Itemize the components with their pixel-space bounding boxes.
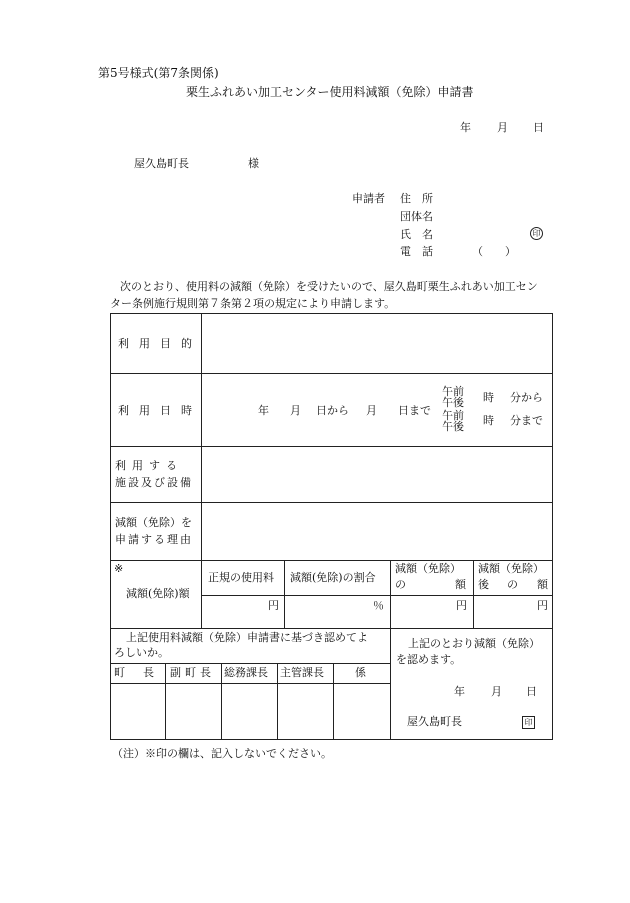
datetime-field[interactable] — [202, 374, 552, 446]
application-table — [110, 313, 553, 740]
official-use-mark: ※ — [114, 562, 124, 575]
role-department-chief: 主管課長 — [280, 666, 324, 679]
dt-ampm1: 午前 — [442, 385, 464, 398]
role-deputy-mayor: 副町長 — [170, 666, 215, 679]
facility-label-1: 利用する — [115, 459, 183, 472]
decision-signer: 屋久島町長 — [407, 715, 462, 728]
facility-label-2: 施設及び設備 — [115, 476, 193, 489]
dt-month2: 月 — [366, 404, 377, 417]
reason-label-2: 申請する理由 — [115, 533, 193, 546]
date-month: 月 — [497, 121, 508, 134]
col-after-2c: 額 — [537, 578, 548, 591]
col-after-2b: の — [507, 578, 518, 591]
dt-month: 月 — [290, 404, 301, 417]
role-general-affairs-chief: 総務課長 — [224, 666, 268, 679]
decision-line-2: を認めます。 — [396, 653, 462, 666]
dt-ampm2: 午後 — [442, 396, 464, 409]
purpose-label: 利用目的 — [118, 337, 202, 350]
decision-line-1: 上記のとおり減額（免除） — [408, 637, 540, 650]
decision-seal-mark: 印 — [522, 716, 535, 729]
after-unit: 円 — [537, 599, 548, 612]
purpose-field[interactable] — [202, 314, 552, 373]
applicant-organization-label: 団体名 — [400, 210, 433, 223]
col-after-1: 減額（免除） — [478, 562, 544, 575]
footnote: （注）※印の欄は、記入しないでください。 — [112, 747, 332, 760]
col-amount-1: 減額（免除） — [395, 562, 461, 575]
applicant-name-label: 氏 名 — [400, 228, 433, 241]
decision-day: 日 — [526, 685, 537, 698]
col-regular-fee: 正規の使用料 — [208, 571, 274, 584]
dt-hour2: 時 — [483, 414, 494, 427]
applicant-label: 申請者 — [352, 192, 385, 205]
role-staff: 係 — [355, 666, 366, 679]
page-title: 栗生ふれあい加工センター使用料減額（免除）申請書 — [186, 85, 474, 99]
approval-question-2: ろしいか。 — [114, 646, 169, 659]
facility-field[interactable] — [202, 447, 552, 502]
applicant-phone-label: 電 話 — [400, 245, 433, 258]
regular-fee-unit: 円 — [268, 599, 279, 612]
dt-ampm3: 午前 — [442, 409, 464, 422]
addressee-honorific: 様 — [248, 157, 259, 170]
applicant-seal-mark: 印 — [530, 227, 543, 240]
decision-year: 年 — [454, 685, 465, 698]
dt-day-from: 日から — [316, 404, 349, 417]
col-amount-2a: の — [395, 578, 406, 591]
dt-ampm4: 午後 — [442, 420, 464, 433]
form-number: 第5号様式(第7条関係) — [98, 66, 219, 80]
datetime-label: 利用日時 — [118, 404, 202, 417]
dt-hour1: 時 — [483, 391, 494, 404]
body-text-line2: ター条例施行規則第７条第２項の規定により申請します。 — [110, 297, 396, 310]
date-day: 日 — [533, 121, 544, 134]
reason-field[interactable] — [202, 503, 552, 560]
dt-min-to: 分まで — [510, 414, 543, 427]
amount-unit: 円 — [456, 599, 467, 612]
date-year: 年 — [460, 121, 471, 134]
applicant-address-label: 住 所 — [400, 192, 433, 205]
applicant-phone-paren: （ ） — [472, 245, 516, 258]
reason-label-1: 減額（免除）を — [115, 516, 192, 529]
addressee-name: 屋久島町長 — [134, 157, 189, 170]
dt-year: 年 — [258, 404, 269, 417]
decision-month: 月 — [491, 685, 502, 698]
ratio-unit: ％ — [373, 599, 384, 612]
reduction-label: 減額(免除)額 — [126, 587, 190, 600]
col-after-2a: 後 — [478, 578, 489, 591]
role-mayor: 町長 — [114, 666, 172, 679]
col-amount-2b: 額 — [455, 578, 466, 591]
col-ratio: 減額(免除)の割合 — [290, 571, 376, 584]
body-text-line1: 次のとおり、使用料の減額（免除）を受けたいので、屋久島町栗生ふれあい加工セン — [120, 280, 538, 293]
dt-min-from: 分から — [510, 391, 543, 404]
dt-day-to: 日まで — [398, 404, 431, 417]
approval-question-1: 上記使用料減額（免除）申請書に基づき認めてよ — [126, 631, 368, 644]
